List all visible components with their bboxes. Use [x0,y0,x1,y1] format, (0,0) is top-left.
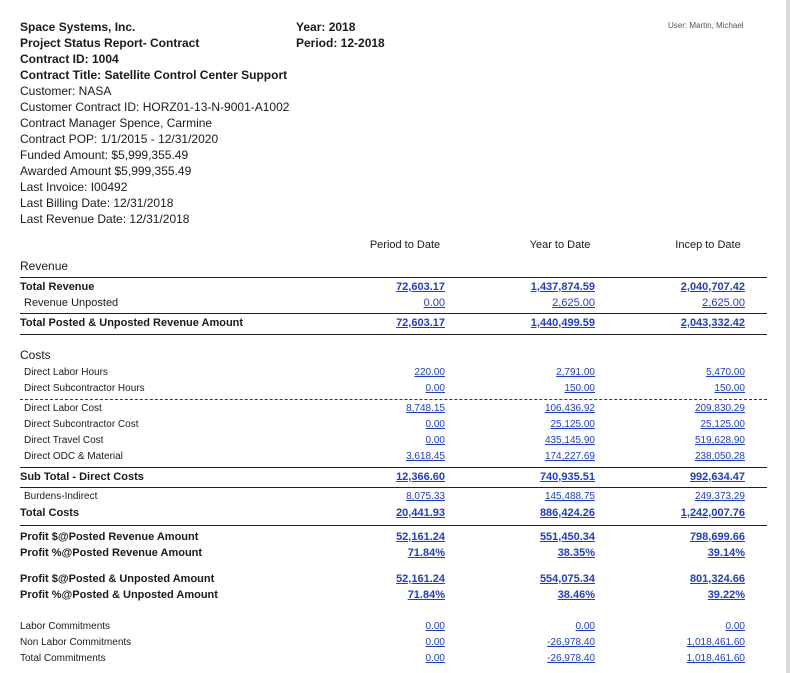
cell-link[interactable]: 435,145.90 [544,435,595,446]
cell-link[interactable]: 145,488.75 [544,491,595,502]
last-invoice: Last Invoice: I00492 [20,180,128,194]
customer: Customer: NASA [20,84,112,98]
cell-link[interactable]: 106,436.92 [544,403,595,414]
report-year: Year: 2018 [296,20,356,34]
right-scroll-edge [786,0,790,673]
cell-link[interactable]: 992,634.47 [689,471,745,483]
customer-contract-id: Customer Contract ID: HORZ01-13-N-9001-A1002 [20,100,290,114]
cell-link[interactable]: 740,935.51 [539,471,595,483]
cell-link[interactable]: 8,075.33 [406,491,445,502]
column-header-incep: Incep to Date [675,239,741,251]
cell-link[interactable]: 25,125.00 [700,419,745,430]
cell-link[interactable]: 0.00 [425,383,445,394]
cell-link[interactable]: 38.35% [557,547,595,559]
row-label: Profit $@Posted Revenue Amount [20,531,199,543]
cell-link[interactable]: 72,603.17 [396,317,445,329]
cell-link[interactable]: 798,699.66 [689,531,745,543]
cell-link[interactable]: 209,830.29 [694,403,745,414]
contract-pop: Contract POP: 1/1/2015 - 12/31/2020 [20,132,219,146]
cell-link[interactable]: 2,040,707.42 [680,281,745,293]
cell-link[interactable]: 2,791.00 [556,367,595,378]
row-label: Revenue Unposted [24,297,119,309]
cell-link[interactable]: 1,437,874.59 [530,281,595,293]
row-label: Burdens-Indirect [24,491,98,502]
cell-link[interactable]: 25,125.00 [550,419,595,430]
row-label: Total Costs [20,507,80,519]
row-label: Profit $@Posted & Unposted Amount [20,573,215,585]
cell-link[interactable]: 0.00 [423,297,445,309]
row-label: Non Labor Commitments [20,637,132,648]
column-header-year: Year to Date [529,239,591,251]
cell-link[interactable]: 150.00 [564,383,595,394]
cell-link[interactable]: 238,050.28 [694,451,745,462]
cell-link[interactable]: 20,441.93 [396,507,445,519]
cell-link[interactable]: 886,424.26 [539,507,595,519]
column-header-period: Period to Date [369,239,441,251]
cell-link[interactable]: 249,373.29 [694,491,745,502]
cell-link[interactable]: 1,440,499.59 [530,317,595,329]
company-name: Space Systems, Inc. [20,20,136,34]
cell-link[interactable]: 12,366.60 [396,471,445,483]
last-billing-date: Last Billing Date: 12/31/2018 [20,196,174,210]
cell-link[interactable]: 39.22% [707,589,745,601]
user-label: User: Martin, Michael [668,21,744,30]
row-label: Profit %@Posted & Unposted Amount [20,589,218,601]
divider [20,487,767,488]
row-label: Direct Travel Cost [24,435,104,446]
cell-link[interactable]: 0.00 [425,435,445,446]
cell-link[interactable]: 0.00 [725,621,745,632]
report-period: Period: 12-2018 [296,36,385,50]
cell-link[interactable]: 150.00 [714,383,745,394]
row-label: Direct Subcontractor Hours [24,383,145,394]
contract-manager: Contract Manager Spence, Carmine [20,116,213,130]
divider [20,277,767,278]
cell-link[interactable]: 554,075.34 [539,573,595,585]
cell-link[interactable]: 72,603.17 [396,281,445,293]
dashed-divider [20,399,767,400]
cell-link[interactable]: -26,978.40 [547,653,595,664]
row-label: Profit %@Posted Revenue Amount [20,547,203,559]
divider [20,467,767,468]
row-label: Direct Labor Hours [24,367,108,378]
cell-link[interactable]: 0.00 [575,621,595,632]
divider [20,313,767,314]
cell-link[interactable]: 1,018,461.60 [686,637,745,648]
cell-link[interactable]: 0.00 [425,653,445,664]
cell-link[interactable]: 2,043,332.42 [680,317,745,329]
row-label: Total Revenue [20,281,95,293]
row-label: Direct Subcontractor Cost [24,419,139,430]
cell-link[interactable]: 8,748.15 [406,403,445,414]
cell-link[interactable]: 71.84% [407,589,445,601]
cell-link[interactable]: 0.00 [425,621,445,632]
last-revenue-date: Last Revenue Date: 12/31/2018 [20,212,190,226]
cell-link[interactable]: 551,450.34 [539,531,595,543]
cell-link[interactable]: 1,242,007.76 [680,507,745,519]
cell-link[interactable]: 52,161.24 [396,573,445,585]
cell-link[interactable]: 71.84% [407,547,445,559]
row-label: Direct Labor Cost [24,403,102,414]
row-label: Total Posted & Unposted Revenue Amount [20,317,244,329]
section-revenue-heading: Revenue [20,259,69,273]
cell-link[interactable]: 0.00 [425,419,445,430]
row-label: Labor Commitments [20,621,111,632]
contract-title: Contract Title: Satellite Control Center Support [20,68,288,82]
section-costs-heading: Costs [20,348,51,362]
cell-link[interactable]: 220.00 [414,367,445,378]
divider [20,334,767,335]
cell-link[interactable]: 5,470.00 [706,367,745,378]
funded-amount: Funded Amount: $5,999,355.49 [20,148,189,162]
cell-link[interactable]: 2,625.00 [552,297,595,309]
awarded-amount: Awarded Amount $5,999,355.49 [20,164,192,178]
cell-link[interactable]: 52,161.24 [396,531,445,543]
cell-link[interactable]: 39.14% [707,547,745,559]
cell-link[interactable]: 2,625.00 [702,297,745,309]
cell-link[interactable]: 174,227.69 [544,451,595,462]
row-label: Direct ODC & Material [24,451,123,462]
cell-link[interactable]: -26,978.40 [547,637,595,648]
cell-link[interactable]: 1,018,461.60 [686,653,745,664]
row-label: Sub Total - Direct Costs [20,471,144,483]
cell-link[interactable]: 0.00 [425,637,445,648]
cell-link[interactable]: 38.46% [557,589,595,601]
divider [20,525,767,526]
contract-id: Contract ID: 1004 [20,52,119,66]
report-title: Project Status Report- Contract [20,36,200,50]
cell-link[interactable]: 801,324.66 [689,573,745,585]
row-label: Total Commitments [20,653,106,664]
cell-link[interactable]: 519,628.90 [694,435,745,446]
cell-link[interactable]: 3,618.45 [406,451,445,462]
